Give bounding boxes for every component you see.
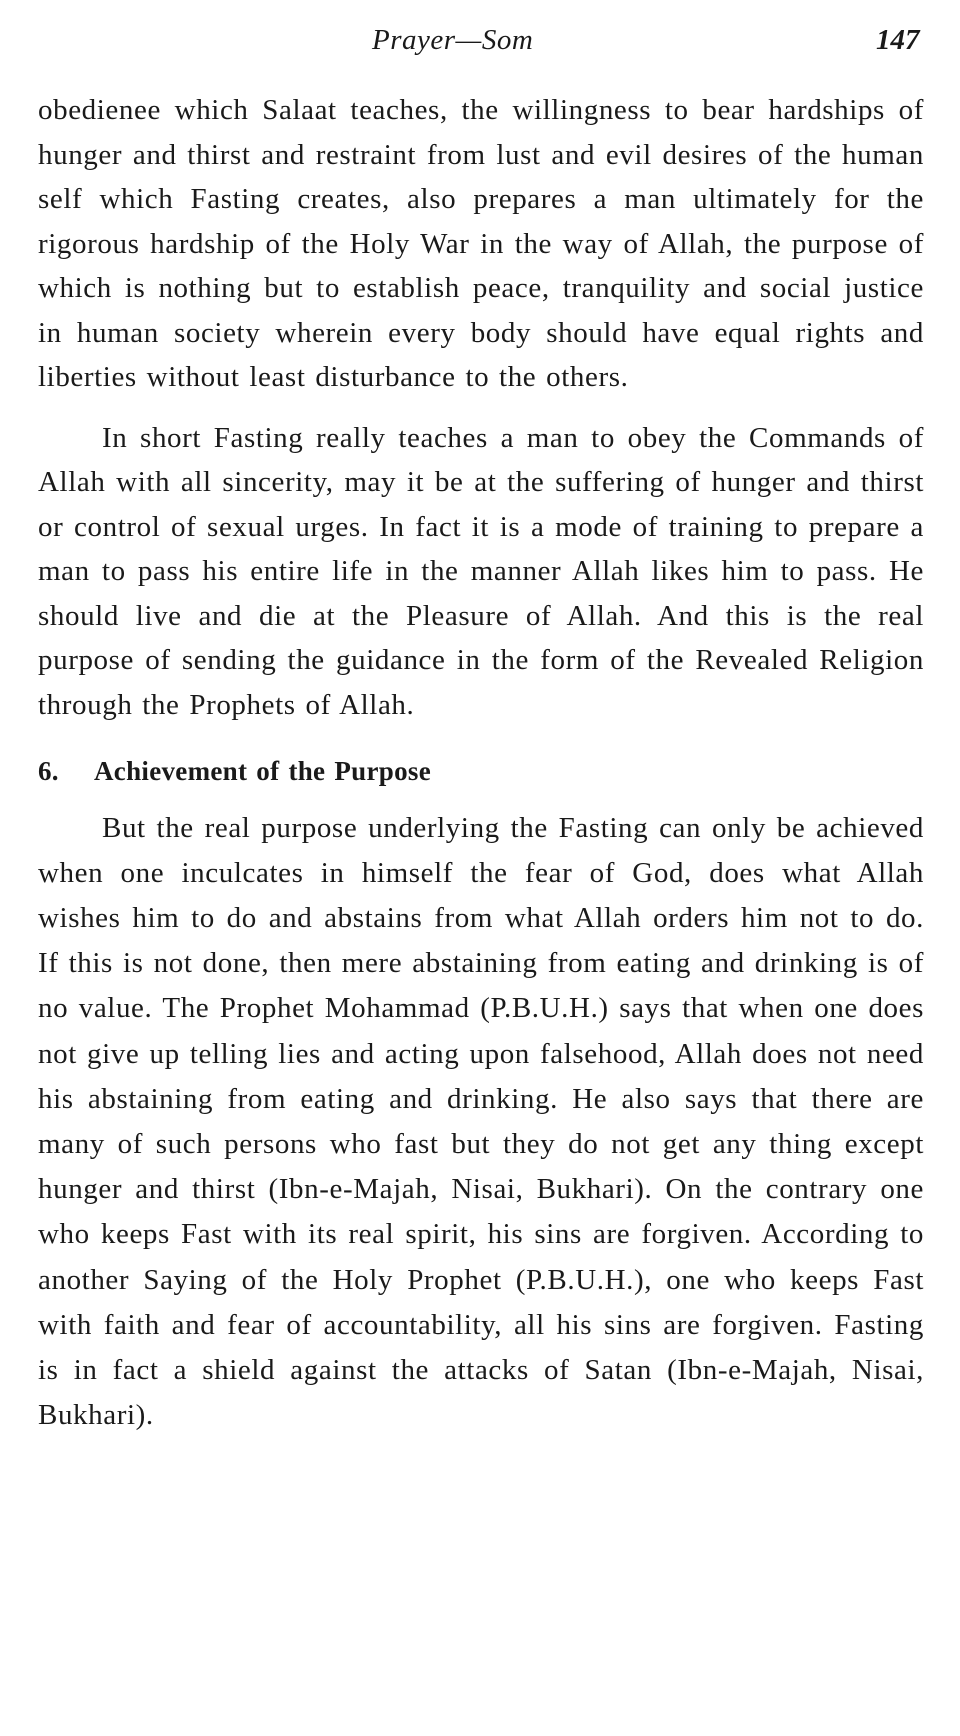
body-text bbox=[38, 88, 924, 1438]
paragraph-in-short: In short Fasting really teaches a man to obey the Commands of Allah with all sincerity, may it be at the suffering of hunger and thirst or control of sexual urges. In fact it is a mode of training to prepare a man to pass his entire life in the manner Allah likes him to pass. He should live and die at the Pleasure of Allah. And this is the real purpose of sending the guidance in the form of the Revealed Religion through the Prophets of Allah. bbox=[38, 421, 924, 721]
section-paragraph: But the real purpose underlying the Fasting can only be achieved when one inculcates in himself the fear of God, does what Allah wishes him to do and abstains from what Allah orders him not to do. If this is not done, then mere abstaining from eating and drinking is of no value. The Prophet Mohammad (P.B.U.H.) says that when one does not give up telling lies and acting upon falsehood, Allah does not need his abstaining from eating and drinking. He also says that there are many of such persons who fast but they do not get any thing except hunger and thirst (Ibn-e-Majah, Nisai, Bukhari). On the contrary one who keeps Fast with its real spirit, his sins are forgiven. According to another Saying of the Holy Prophet (P.B.U.H.), one who keeps Fast with faith and fear of accountability, all his sins are forgiven. Fasting is in fact a shield against the attacks of Satan (Ibn-e-Majah, Nisai, Bukhari). bbox=[38, 811, 924, 1432]
section-heading bbox=[38, 749, 924, 794]
running-head: Prayer—Som bbox=[372, 24, 534, 56]
section-number: 6. bbox=[38, 756, 59, 786]
page-number: 147 bbox=[876, 24, 920, 56]
paragraph-continued: obedienee which Salaat teaches, the willingness to bear hardships of hunger and thirst and restraint from lust and evil desires of the human self which Fasting creates, also prepares a man ultimately for the rigorous hardship of the Holy War in the way of Allah, the purpose of which is nothing but to establish peace, tranquility and social justice in human society wherein every body should have equal rights and liberties without least disturbance to the others. bbox=[38, 94, 924, 393]
section-title: Achievement of the Purpose bbox=[94, 756, 431, 786]
